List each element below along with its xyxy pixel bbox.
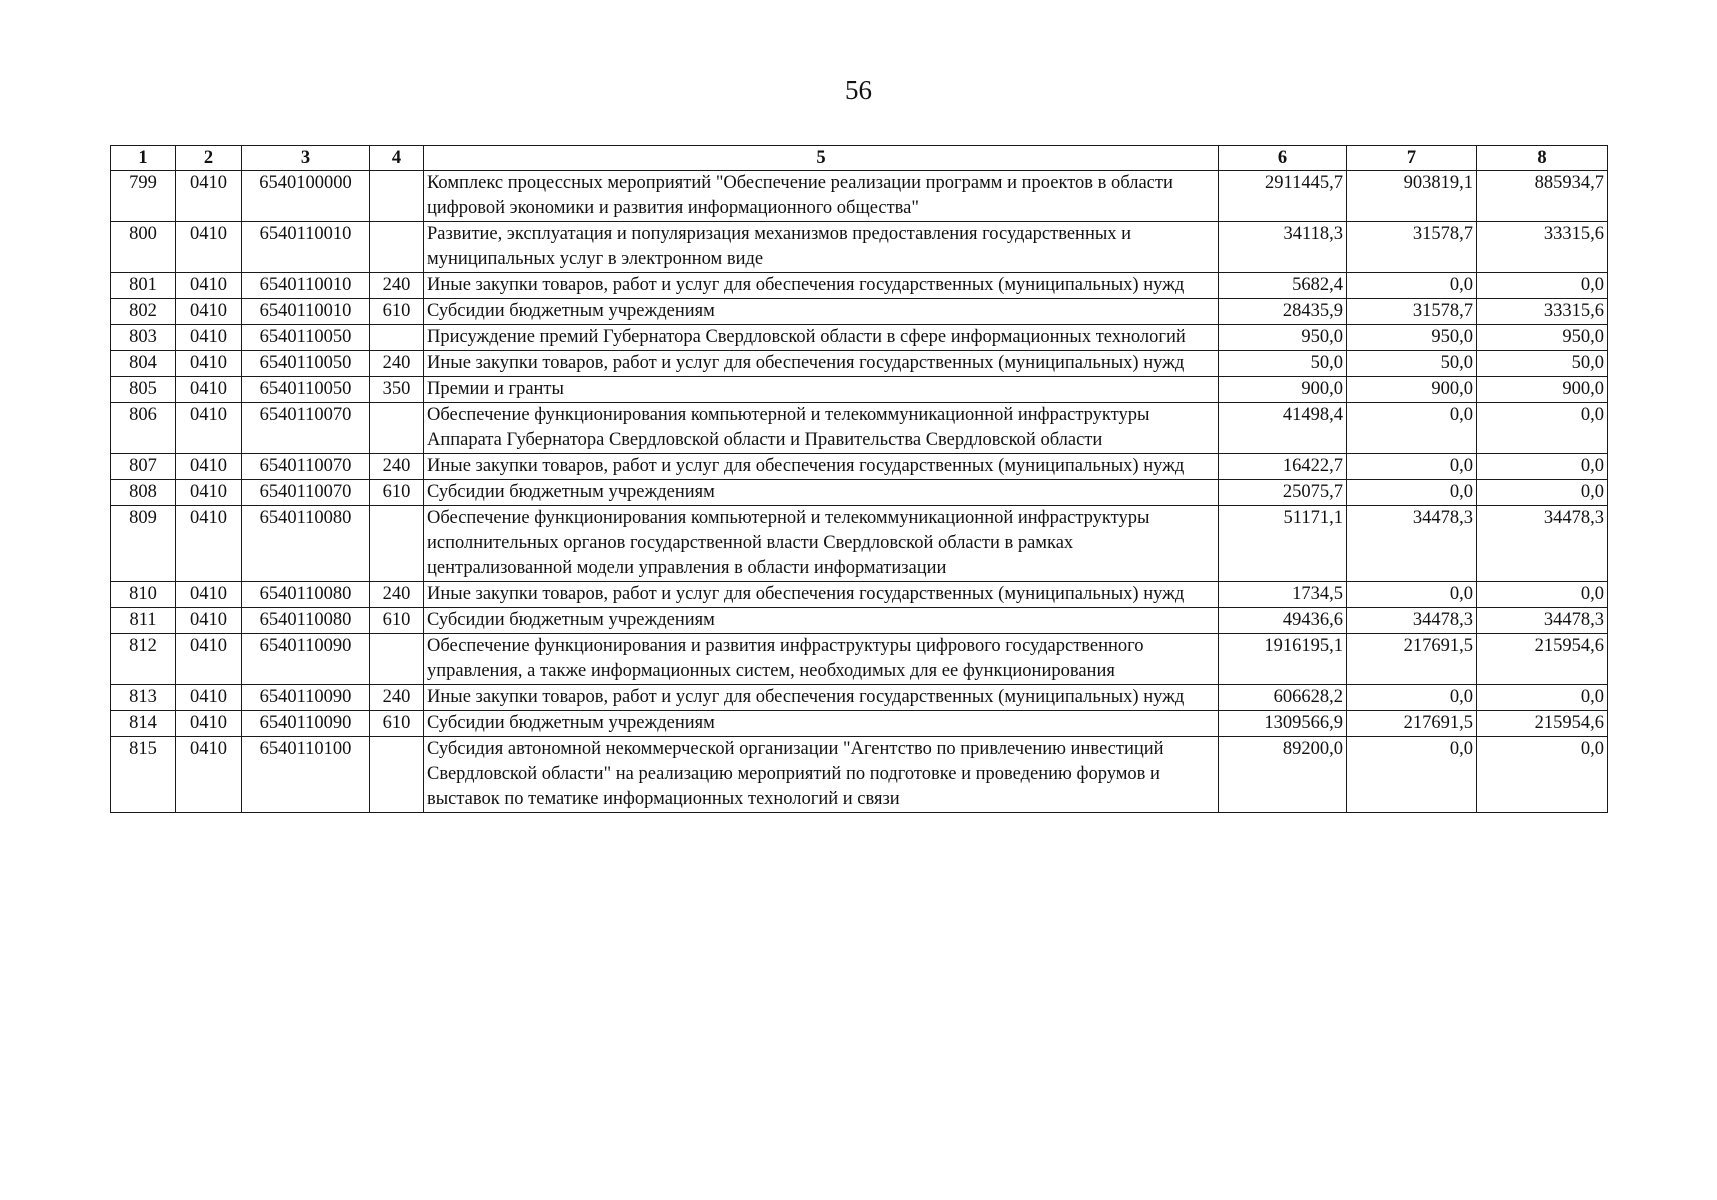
amount-col-6-cell: 1916195,1 (1219, 634, 1347, 685)
section-code-cell: 0410 (176, 634, 242, 685)
target-code-cell: 6540110010 (242, 299, 370, 325)
target-code-cell: 6540110050 (242, 351, 370, 377)
row-number-cell: 814 (111, 711, 176, 737)
expense-type-code-cell: 240 (370, 351, 424, 377)
row-number-cell: 808 (111, 480, 176, 506)
expense-type-code-cell: 240 (370, 582, 424, 608)
table-row (111, 506, 1608, 582)
amount-col-8-cell: 950,0 (1477, 325, 1608, 351)
column-header-8: 8 (1477, 146, 1608, 171)
amount-col-7-cell: 0,0 (1347, 403, 1477, 454)
amount-col-7-cell: 0,0 (1347, 454, 1477, 480)
table-body (111, 171, 1608, 813)
amount-col-6-cell: 2911445,7 (1219, 171, 1347, 222)
expense-type-code-cell (370, 737, 424, 813)
amount-col-8-cell: 34478,3 (1477, 608, 1608, 634)
amount-col-6-cell: 50,0 (1219, 351, 1347, 377)
item-description-cell: Субсидии бюджетным учреждениям (424, 711, 1219, 737)
expense-type-code-cell: 240 (370, 454, 424, 480)
item-description-cell: Субсидия автономной некоммерческой организации "Агентство по привлечению инвестиций Свердловской области" на реализацию мероприятий по подготовке и проведению форумов и выставок по тематике информационных технологий и связи (424, 737, 1219, 813)
expense-type-code-cell: 240 (370, 685, 424, 711)
amount-col-6-cell: 900,0 (1219, 377, 1347, 403)
table-row (111, 222, 1608, 273)
target-code-cell: 6540110090 (242, 634, 370, 685)
target-code-cell: 6540110080 (242, 608, 370, 634)
amount-col-8-cell: 0,0 (1477, 403, 1608, 454)
item-description-cell: Обеспечение функционирования компьютерной и телекоммуникационной инфраструктуры исполнительных органов государственной власти Свердловской области в рамках централизованной модели управления в области информатизации (424, 506, 1219, 582)
row-number-cell: 809 (111, 506, 176, 582)
item-description-cell: Иные закупки товаров, работ и услуг для обеспечения государственных (муниципальных) нужд (424, 351, 1219, 377)
column-header-1: 1 (111, 146, 176, 171)
row-number-cell: 807 (111, 454, 176, 480)
table-row (111, 299, 1608, 325)
table-row (111, 403, 1608, 454)
row-number-cell: 799 (111, 171, 176, 222)
amount-col-7-cell: 31578,7 (1347, 299, 1477, 325)
amount-col-7-cell: 34478,3 (1347, 506, 1477, 582)
amount-col-7-cell: 903819,1 (1347, 171, 1477, 222)
expense-type-code-cell (370, 403, 424, 454)
budget-table (110, 145, 1608, 813)
amount-col-8-cell: 215954,6 (1477, 634, 1608, 685)
column-header-7: 7 (1347, 146, 1477, 171)
amount-col-6-cell: 16422,7 (1219, 454, 1347, 480)
expense-type-code-cell (370, 171, 424, 222)
item-description-cell: Субсидии бюджетным учреждениям (424, 480, 1219, 506)
section-code-cell: 0410 (176, 506, 242, 582)
target-code-cell: 6540110070 (242, 480, 370, 506)
row-number-cell: 800 (111, 222, 176, 273)
table-row (111, 325, 1608, 351)
amount-col-7-cell: 950,0 (1347, 325, 1477, 351)
item-description-cell: Комплекс процессных мероприятий "Обеспечение реализации программ и проектов в области цифровой экономики и развития информационного общества" (424, 171, 1219, 222)
amount-col-6-cell: 950,0 (1219, 325, 1347, 351)
expense-type-code-cell: 610 (370, 480, 424, 506)
amount-col-8-cell: 0,0 (1477, 480, 1608, 506)
row-number-cell: 811 (111, 608, 176, 634)
amount-col-8-cell: 0,0 (1477, 273, 1608, 299)
table-row (111, 351, 1608, 377)
item-description-cell: Иные закупки товаров, работ и услуг для обеспечения государственных (муниципальных) нужд (424, 273, 1219, 299)
target-code-cell: 6540110010 (242, 273, 370, 299)
row-number-cell: 803 (111, 325, 176, 351)
table-row (111, 685, 1608, 711)
amount-col-7-cell: 0,0 (1347, 480, 1477, 506)
table-row (111, 171, 1608, 222)
row-number-cell: 810 (111, 582, 176, 608)
amount-col-7-cell: 0,0 (1347, 582, 1477, 608)
amount-col-8-cell: 885934,7 (1477, 171, 1608, 222)
section-code-cell: 0410 (176, 685, 242, 711)
amount-col-7-cell: 217691,5 (1347, 711, 1477, 737)
target-code-cell: 6540110100 (242, 737, 370, 813)
amount-col-8-cell: 0,0 (1477, 685, 1608, 711)
expense-type-code-cell: 350 (370, 377, 424, 403)
target-code-cell: 6540100000 (242, 171, 370, 222)
section-code-cell: 0410 (176, 299, 242, 325)
amount-col-6-cell: 1734,5 (1219, 582, 1347, 608)
target-code-cell: 6540110080 (242, 506, 370, 582)
section-code-cell: 0410 (176, 403, 242, 454)
target-code-cell: 6540110070 (242, 454, 370, 480)
amount-col-7-cell: 0,0 (1347, 737, 1477, 813)
item-description-cell: Присуждение премий Губернатора Свердловской области в сфере информационных технологий (424, 325, 1219, 351)
table-row (111, 634, 1608, 685)
section-code-cell: 0410 (176, 480, 242, 506)
amount-col-7-cell: 50,0 (1347, 351, 1477, 377)
item-description-cell: Субсидии бюджетным учреждениям (424, 299, 1219, 325)
page-number: 56 (845, 75, 872, 105)
amount-col-7-cell: 900,0 (1347, 377, 1477, 403)
expense-type-code-cell (370, 222, 424, 273)
expense-type-code-cell: 240 (370, 273, 424, 299)
amount-col-6-cell: 89200,0 (1219, 737, 1347, 813)
target-code-cell: 6540110010 (242, 222, 370, 273)
target-code-cell: 6540110050 (242, 377, 370, 403)
column-header-3: 3 (242, 146, 370, 171)
target-code-cell: 6540110090 (242, 711, 370, 737)
amount-col-8-cell: 33315,6 (1477, 222, 1608, 273)
expense-type-code-cell: 610 (370, 299, 424, 325)
amount-col-6-cell: 5682,4 (1219, 273, 1347, 299)
item-description-cell: Обеспечение функционирования и развития инфраструктуры цифрового государственного управления, а также информационных систем, необходимых для ее функционирования (424, 634, 1219, 685)
amount-col-7-cell: 34478,3 (1347, 608, 1477, 634)
section-code-cell: 0410 (176, 171, 242, 222)
table-row (111, 454, 1608, 480)
amount-col-8-cell: 0,0 (1477, 454, 1608, 480)
column-header-2: 2 (176, 146, 242, 171)
amount-col-8-cell: 50,0 (1477, 351, 1608, 377)
expense-type-code-cell (370, 325, 424, 351)
row-number-cell: 813 (111, 685, 176, 711)
section-code-cell: 0410 (176, 351, 242, 377)
amount-col-6-cell: 34118,3 (1219, 222, 1347, 273)
item-description-cell: Обеспечение функционирования компьютерной и телекоммуникационной инфраструктуры Аппарата Губернатора Свердловской области и Правительства Свердловской области (424, 403, 1219, 454)
row-number-cell: 802 (111, 299, 176, 325)
row-number-cell: 805 (111, 377, 176, 403)
section-code-cell: 0410 (176, 273, 242, 299)
amount-col-8-cell: 900,0 (1477, 377, 1608, 403)
section-code-cell: 0410 (176, 325, 242, 351)
item-description-cell: Премии и гранты (424, 377, 1219, 403)
column-header-4: 4 (370, 146, 424, 171)
amount-col-7-cell: 31578,7 (1347, 222, 1477, 273)
table-header-row (111, 146, 1608, 171)
amount-col-7-cell: 0,0 (1347, 685, 1477, 711)
row-number-cell: 804 (111, 351, 176, 377)
expense-type-code-cell: 610 (370, 711, 424, 737)
row-number-cell: 806 (111, 403, 176, 454)
row-number-cell: 815 (111, 737, 176, 813)
item-description-cell: Субсидии бюджетным учреждениям (424, 608, 1219, 634)
amount-col-6-cell: 1309566,9 (1219, 711, 1347, 737)
target-code-cell: 6540110090 (242, 685, 370, 711)
amount-col-8-cell: 33315,6 (1477, 299, 1608, 325)
target-code-cell: 6540110070 (242, 403, 370, 454)
row-number-cell: 812 (111, 634, 176, 685)
section-code-cell: 0410 (176, 454, 242, 480)
section-code-cell: 0410 (176, 711, 242, 737)
table-row (111, 377, 1608, 403)
table-row (111, 273, 1608, 299)
expense-type-code-cell (370, 634, 424, 685)
amount-col-6-cell: 25075,7 (1219, 480, 1347, 506)
table-row (111, 608, 1608, 634)
row-number-cell: 801 (111, 273, 176, 299)
table-row (111, 480, 1608, 506)
target-code-cell: 6540110050 (242, 325, 370, 351)
amount-col-8-cell: 0,0 (1477, 737, 1608, 813)
item-description-cell: Иные закупки товаров, работ и услуг для обеспечения государственных (муниципальных) нужд (424, 685, 1219, 711)
amount-col-6-cell: 28435,9 (1219, 299, 1347, 325)
amount-col-8-cell: 34478,3 (1477, 506, 1608, 582)
expense-type-code-cell (370, 506, 424, 582)
column-header-6: 6 (1219, 146, 1347, 171)
amount-col-7-cell: 0,0 (1347, 273, 1477, 299)
table-row (111, 737, 1608, 813)
target-code-cell: 6540110080 (242, 582, 370, 608)
section-code-cell: 0410 (176, 608, 242, 634)
section-code-cell: 0410 (176, 377, 242, 403)
column-header-5: 5 (424, 146, 1219, 171)
item-description-cell: Иные закупки товаров, работ и услуг для обеспечения государственных (муниципальных) нужд (424, 582, 1219, 608)
amount-col-7-cell: 217691,5 (1347, 634, 1477, 685)
table-row (111, 711, 1608, 737)
item-description-cell: Развитие, эксплуатация и популяризация механизмов предоставления государственных и муниципальных услуг в электронном виде (424, 222, 1219, 273)
expense-type-code-cell: 610 (370, 608, 424, 634)
amount-col-6-cell: 606628,2 (1219, 685, 1347, 711)
item-description-cell: Иные закупки товаров, работ и услуг для обеспечения государственных (муниципальных) нужд (424, 454, 1219, 480)
amount-col-6-cell: 41498,4 (1219, 403, 1347, 454)
section-code-cell: 0410 (176, 737, 242, 813)
amount-col-8-cell: 215954,6 (1477, 711, 1608, 737)
amount-col-6-cell: 51171,1 (1219, 506, 1347, 582)
table-row (111, 582, 1608, 608)
section-code-cell: 0410 (176, 222, 242, 273)
amount-col-6-cell: 49436,6 (1219, 608, 1347, 634)
amount-col-8-cell: 0,0 (1477, 582, 1608, 608)
section-code-cell: 0410 (176, 582, 242, 608)
